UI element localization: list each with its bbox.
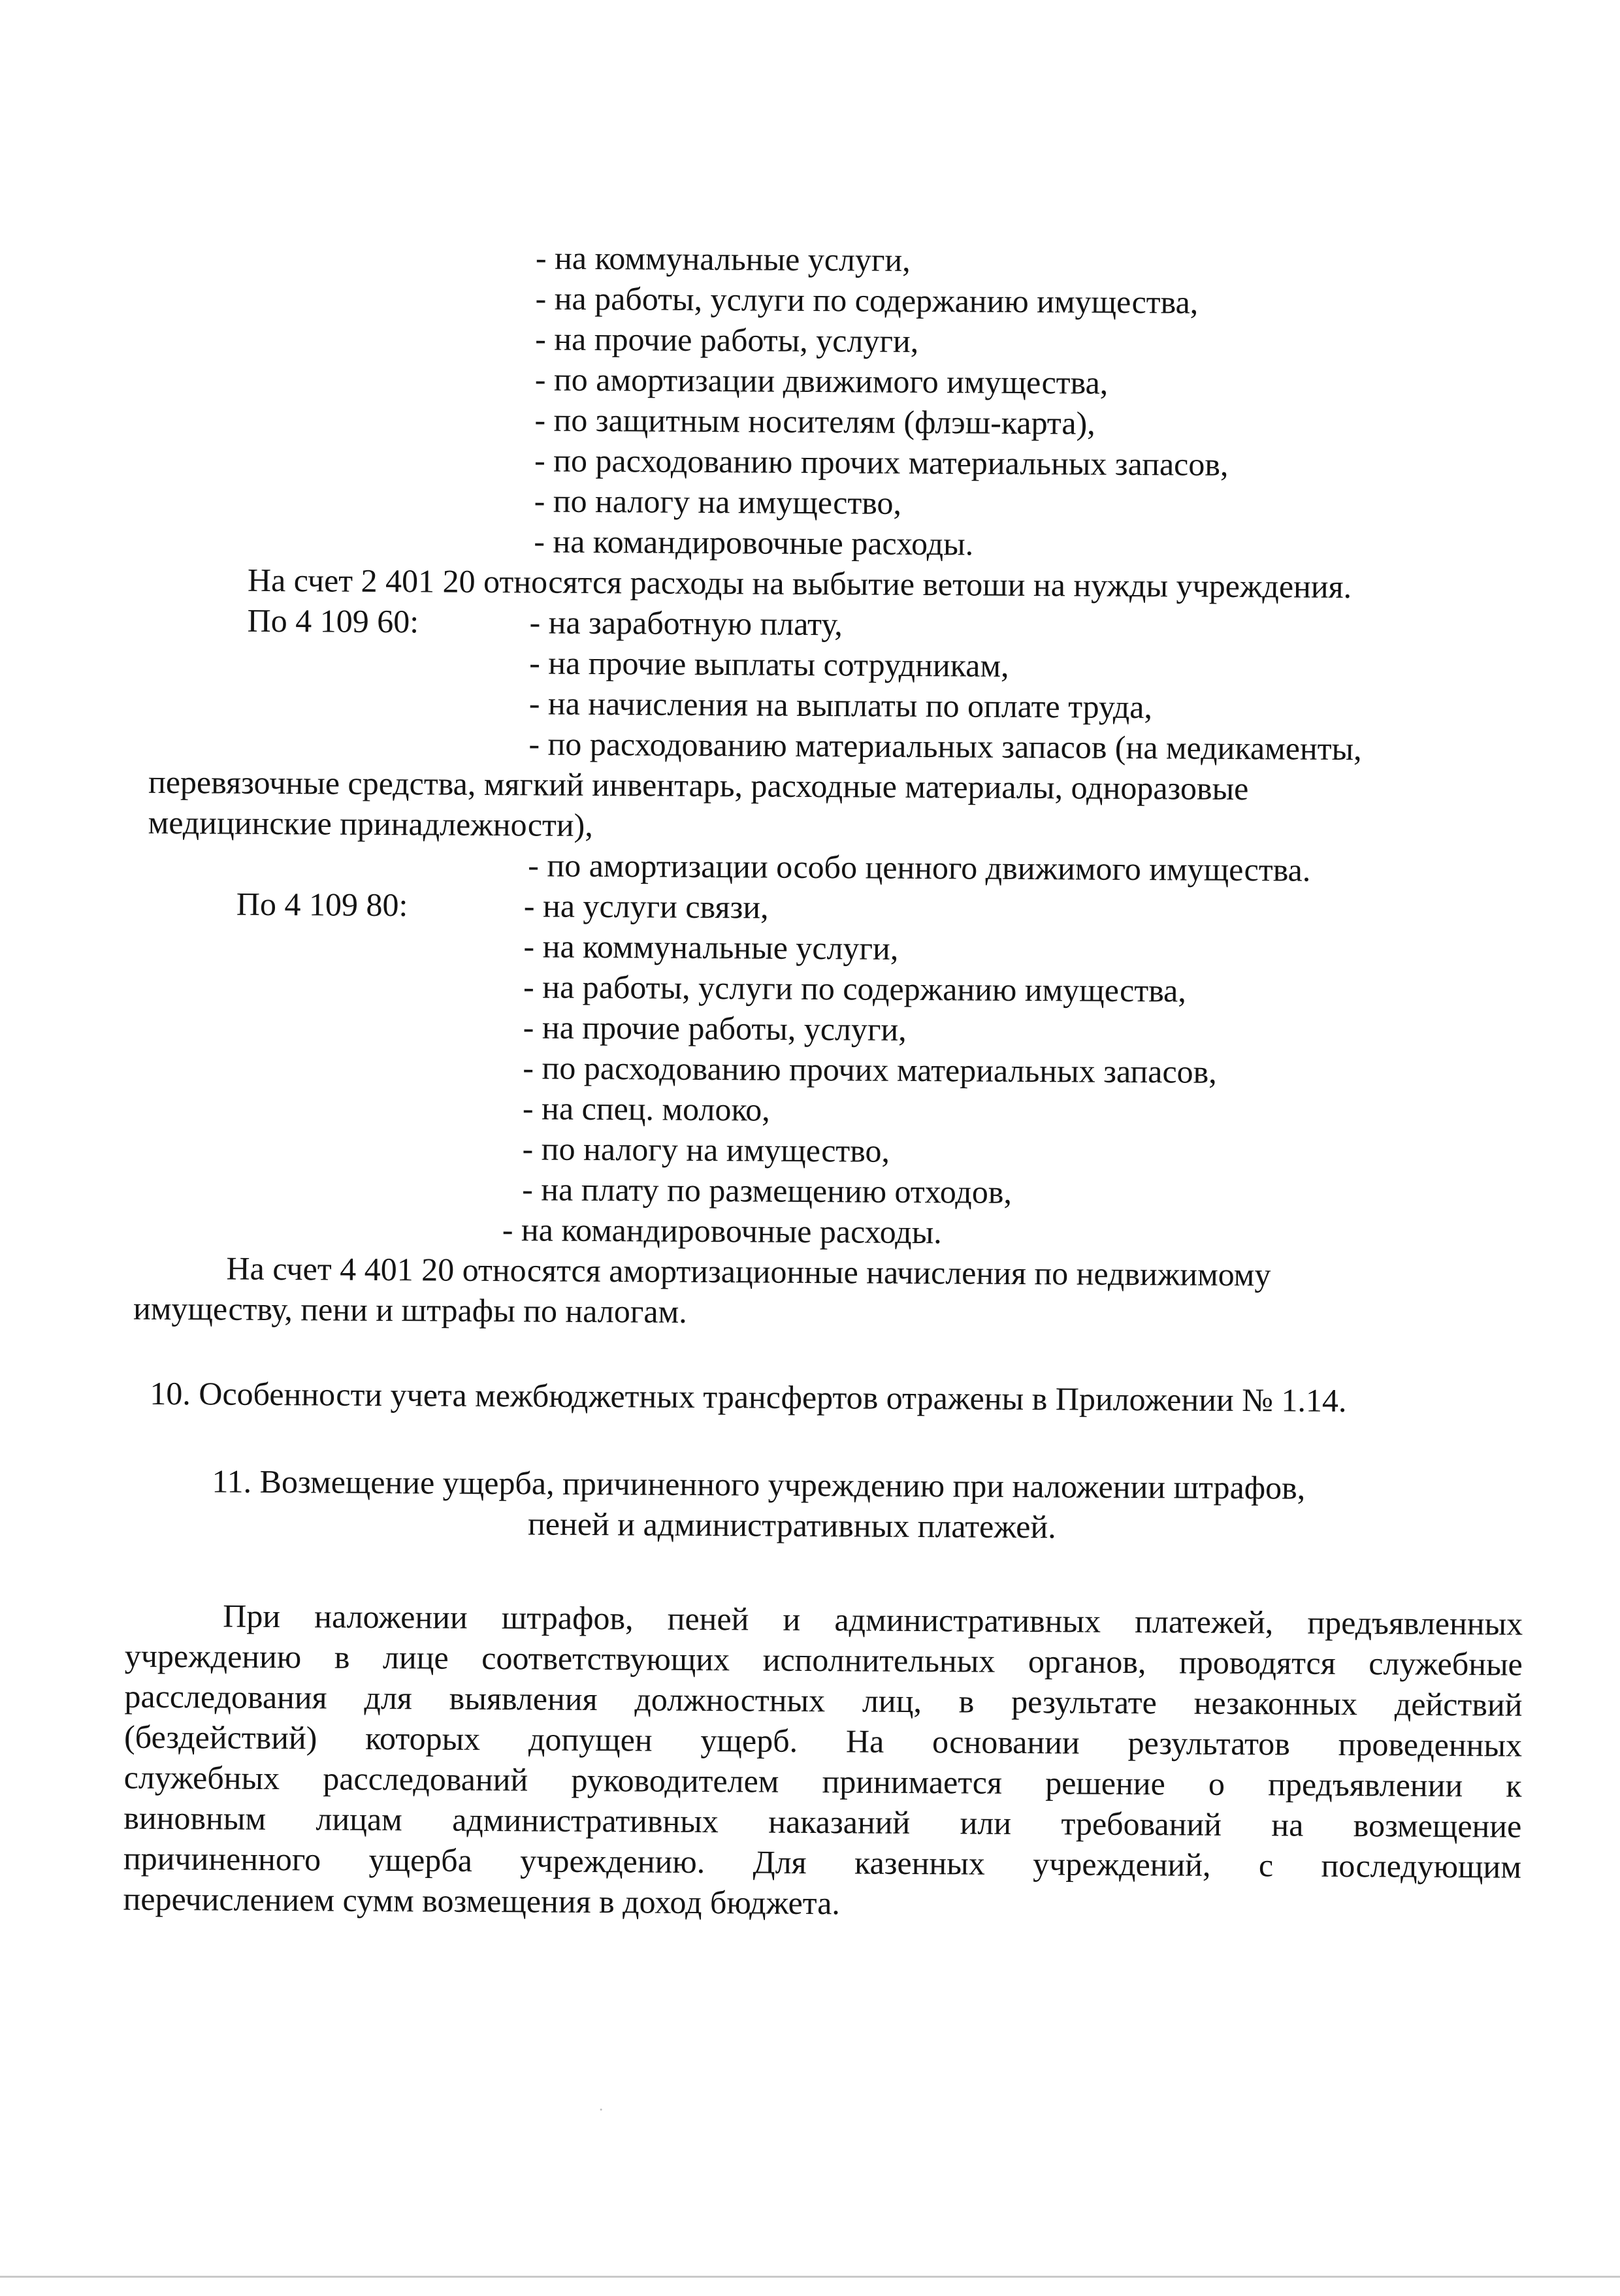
list-item-continuation: перевязочные средства, мягкий инвентарь, расходные материалы, одноразовые (148, 763, 1249, 807)
list-item: - по расходованию материальных запасов (на медикаменты, (528, 725, 1362, 768)
paragraph-line: виновным лицам административных наказаний или требований на возмещение (123, 1799, 1522, 1845)
account-440120-text: имуществу, пени и штрафы по налогам. (133, 1289, 687, 1330)
list-item: - на работы, услуги по содержанию имущества, (523, 968, 1187, 1009)
list-item: - на спец. молоко, (522, 1090, 770, 1128)
list-item: - по амортизации движимого имущества, (534, 361, 1109, 401)
scan-speck (600, 2109, 602, 2110)
paragraph-line: При наложении штрафов, пеней и административных платежей, предъявленных (223, 1597, 1523, 1642)
list-item: - на начисления на выплаты по оплате труда, (528, 685, 1153, 726)
list-item: - по налогу на имущество, (534, 482, 902, 521)
list-item: - на работы, услуги по содержанию имущества, (535, 280, 1199, 321)
account-label-410980: По 4 109 80: (236, 885, 408, 924)
list-item: - на коммунальные услуги, (535, 239, 911, 278)
list-item: - на командировочные расходы. (502, 1211, 942, 1251)
account-label-410960: По 4 109 60: (247, 602, 419, 640)
paragraph-line: служебных расследований руководителем принимается решение о предъявлении к (123, 1758, 1522, 1804)
list-item: - на прочие работы, услуги, (523, 1009, 907, 1048)
list-item: - на заработную плату, (529, 604, 843, 643)
section-10-text: 10. Особенности учета межбюджетных трансфертов отражены в Приложении № 1.14. (150, 1374, 1347, 1419)
account-440120-text: На счет 4 401 20 относятся амортизационные начисления по недвижимому (226, 1250, 1271, 1293)
list-item: - на плату по размещению отходов, (522, 1171, 1012, 1210)
list-item-continuation: медицинские принадлежности), (148, 803, 593, 843)
paragraph-line: причиненного ущерба учреждению. Для казенных учреждений, с последующим (123, 1839, 1522, 1885)
section-11-heading: пеней и административных платежей. (527, 1505, 1056, 1545)
list-item: - по амортизации особо ценного движимого имущества. (528, 847, 1311, 888)
list-item: - по расходованию прочих материальных запасов, (534, 442, 1229, 483)
list-item: - по налогу на имущество, (522, 1130, 890, 1169)
list-item: - на командировочные расходы. (534, 523, 974, 562)
account-240120-text: На счет 2 401 20 относятся расходы на выбытие ветоши на нужды учреждения. (247, 561, 1352, 606)
list-item: - на коммунальные услуги, (523, 928, 899, 967)
list-item: - по защитным носителям (флэш-карта), (534, 401, 1095, 442)
scan-edge-rule (0, 2276, 1620, 2278)
paragraph-line: расследования для выявления должностных лиц, в результате незаконных действий (124, 1677, 1523, 1723)
paragraph-line: (бездействий) которых допущен ущерб. На основании результатов проведенных (123, 1718, 1523, 1764)
list-item: - на услуги связи, (523, 887, 769, 926)
list-item: - по расходованию прочих материальных запасов, (523, 1049, 1217, 1090)
list-item: - на прочие работы, услуги, (535, 320, 919, 359)
section-11-heading: 11. Возмещение ущерба, причиненного учреждению при наложении штрафов, (212, 1463, 1306, 1506)
paragraph-line: учреждению в лице соответствующих исполнительных органов, проводятся служебные (124, 1637, 1523, 1683)
paragraph-line: перечислением сумм возмещения в доход бюджета. (123, 1880, 841, 1922)
list-item: - на прочие выплаты сотрудникам, (529, 644, 1009, 684)
